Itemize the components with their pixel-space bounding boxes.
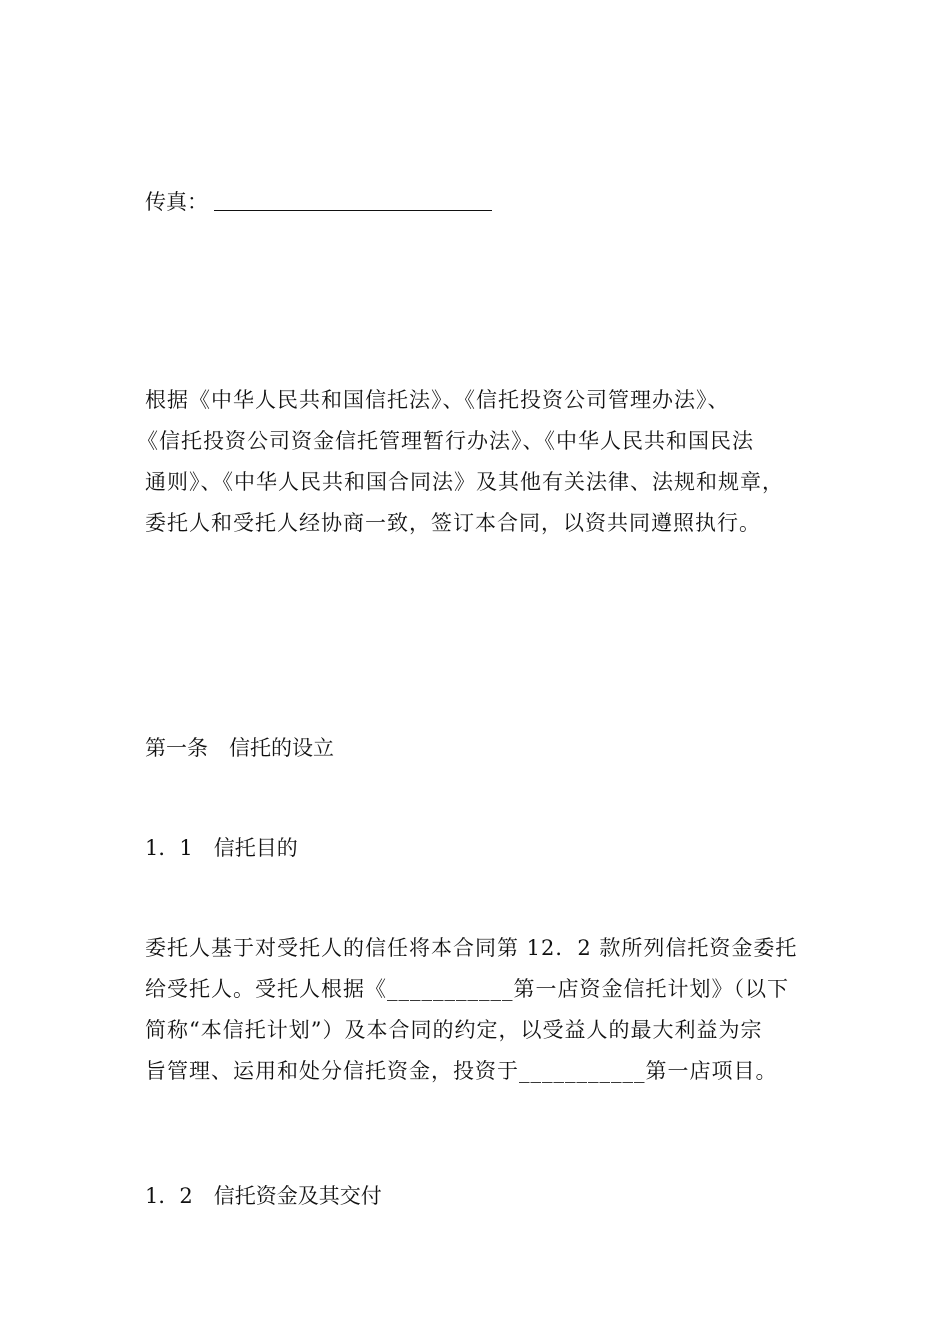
section-1-1-line: 旨管理、运用和处分信托资金，投资于___________第一店项目。 [145, 1059, 778, 1083]
preamble-line: 根据《中华人民共和国信托法》、《信托投资公司管理办法》、 [145, 388, 730, 412]
preamble-line: 《信托投资公司资金信托管理暂行办法》、《中华人民共和国民法 [137, 429, 754, 453]
section-1-1-line: 简称“本信托计划”）及本合同的约定，以受益人的最大利益为宗 [145, 1018, 763, 1042]
article-1-heading: 第一条 信托的设立 [145, 736, 334, 760]
section-1-1-heading: 1．1 信托目的 [145, 836, 298, 860]
preamble-line: 委托人和受托人经协商一致，签订本合同，以资共同遵照执行。 [145, 511, 761, 535]
fax-line [145, 188, 492, 216]
fax-label: 传真： [145, 190, 208, 214]
preamble-line: 通则》、《中华人民共和国合同法》及其他有关法律、法规和规章， [145, 470, 784, 494]
fax-blank[interactable] [214, 190, 492, 211]
section-1-1-line: 给受托人。受托人根据《___________第一店资金信托计划》（以下 [145, 977, 789, 1001]
section-1-1-line: 委托人基于对受托人的信任将本合同第 12．2 款所列信托资金委托 [145, 936, 798, 960]
preamble-paragraph [137, 380, 835, 544]
section-1-2-heading: 1．2 信托资金及其交付 [145, 1184, 382, 1208]
section-1-1-paragraph [145, 928, 835, 1092]
